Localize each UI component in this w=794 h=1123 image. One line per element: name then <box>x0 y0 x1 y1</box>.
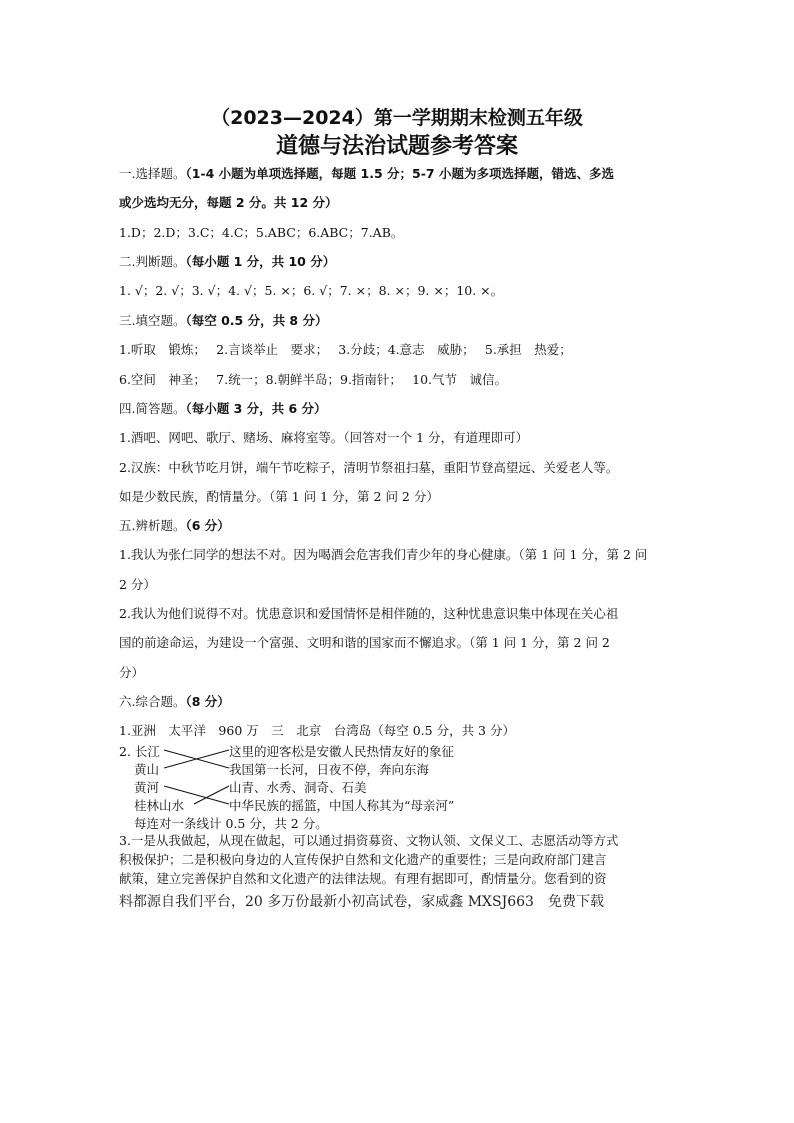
section-3-note: （每空 0.5 分，共 8 分） <box>185 313 328 328</box>
match-right-item: 我国第一长河，日夜不停，奔向东海 <box>229 762 430 777</box>
match-left-item: 黄河 <box>134 780 160 795</box>
section-6-answer-3: 3.一是从我做起，从现在做起，可以通过捐资募资、文物认领、文保义工、志愿活动等方式 <box>119 833 619 848</box>
section-4-note: （每小题 3 分，共 6 分） <box>185 401 327 416</box>
match-right-item: 山青、水秀、洞奇、石美 <box>229 780 367 795</box>
section-4-answer-2: 2.汉族：中秋节吃月饼，端午节吃粽子，清明节祭祖扫墓，重阳节登高望远、关爱老人等。 <box>119 460 619 475</box>
exam-subtitle: 道德与法治试题参考答案 <box>275 134 518 159</box>
section-5-note: （6 分） <box>185 518 230 533</box>
section-6-answer-3-end: 料都源自我们平台，20 多万份最新小初高试卷，家威鑫 MXSJ663 免费下载 <box>119 894 604 910</box>
matching-score-note: 每连对一条线计 0.5 分，共 2 分。 <box>134 816 328 831</box>
section-5-answer-1: 1.我认为张仁同学的想法不对。因为喝酒会危害我们青少年的身心健康。（第 1 问 1 分，第 2 问 <box>119 547 648 562</box>
section-5-answer-1-cont: 2 分） <box>119 577 156 592</box>
section-4-answer-2-cont: 如是少数民族，酌情量分。（第 1 问 1 分，第 2 问 2 分） <box>119 489 439 504</box>
section-2-answers: 1. √；2. √；3. √；4. √；5. ×；6. √；7. ×；8. ×；9. ×；10. ×。 <box>119 283 504 298</box>
section-5-answer-2-end: 分） <box>119 665 145 680</box>
section-3-title: 三.填空题。 <box>119 313 186 328</box>
section-5-answer-2-cont: 国的前途命运，为建设一个富强、文明和谐的国家而不懈追求。（第 1 问 1 分，第 2 问 2 <box>119 635 610 650</box>
section-6-answer-1: 1.亚洲 太平洋 960 万 三 北京 台湾岛（每空 0.5 分，共 3 分） <box>119 723 515 738</box>
match-line <box>164 786 229 804</box>
section-1-answers: 1.D；2.D；3.C；4.C；5.ABC；6.ABC；7.AB。 <box>119 225 404 240</box>
section-5-title: 五.辨析题。 <box>119 518 186 533</box>
section-6-title: 六.综合题。 <box>119 694 186 709</box>
section-1-note: （1-4 小题为单项选择题，每题 1.5 分；5-7 小题为多项选择题，错选、多选 <box>185 166 614 181</box>
section-4-title: 四.简答题。 <box>119 401 186 416</box>
match-line <box>194 786 229 804</box>
match-left-item: 2. 长江 <box>119 744 160 759</box>
section-5-answer-2: 2.我认为他们说得不对。忧患意识和爱国情怀是相伴随的，这种忧患意识集中体现在关心祖 <box>119 606 619 621</box>
section-2-title: 二.判断题。 <box>119 254 186 269</box>
match-right-item: 这里的迎客松是安徽人民热情友好的象征 <box>229 744 455 759</box>
exam-title: （2023—2024）第一学期期末检测五年级 <box>211 107 583 129</box>
section-4-answer-1: 1.酒吧、网吧、歌厅、赌场、麻将室等。（回答对一个 1 分，有道理即可） <box>119 430 529 445</box>
section-3-line-2: 6.空间 神圣； 7.统一；8.朝鲜半岛；9.指南针； 10.气节 诚信。 <box>119 372 508 387</box>
section-3-line-1: 1.听取 锻炼； 2.言谈举止 要求； 3.分歧；4.意志 威胁； 5.承担 热爱； <box>119 342 572 357</box>
match-left-item: 桂林山水 <box>134 798 185 813</box>
section-6-answer-3-cont: 献策，建立完善保护自然和文化遗产的法律法规。有理有据即可，酌情量分。您看到的资 <box>119 871 607 886</box>
section-1-title: 一.选择题。 <box>119 166 186 181</box>
match-left-item: 黄山 <box>134 762 160 777</box>
match-right-item: 中华民族的摇篮，中国人称其为“母亲河” <box>229 798 455 813</box>
section-6-answer-3-cont: 积极保护；二是积极向身边的人宣传保护自然和文化遗产的重要性；三是向政府部门建言 <box>119 852 607 867</box>
section-6-note: （8 分） <box>185 694 230 709</box>
section-1-note-cont: 或少选均无分，每题 2 分。共 12 分） <box>119 195 338 210</box>
section-2-note: （每小题 1 分，共 10 分） <box>185 254 336 269</box>
